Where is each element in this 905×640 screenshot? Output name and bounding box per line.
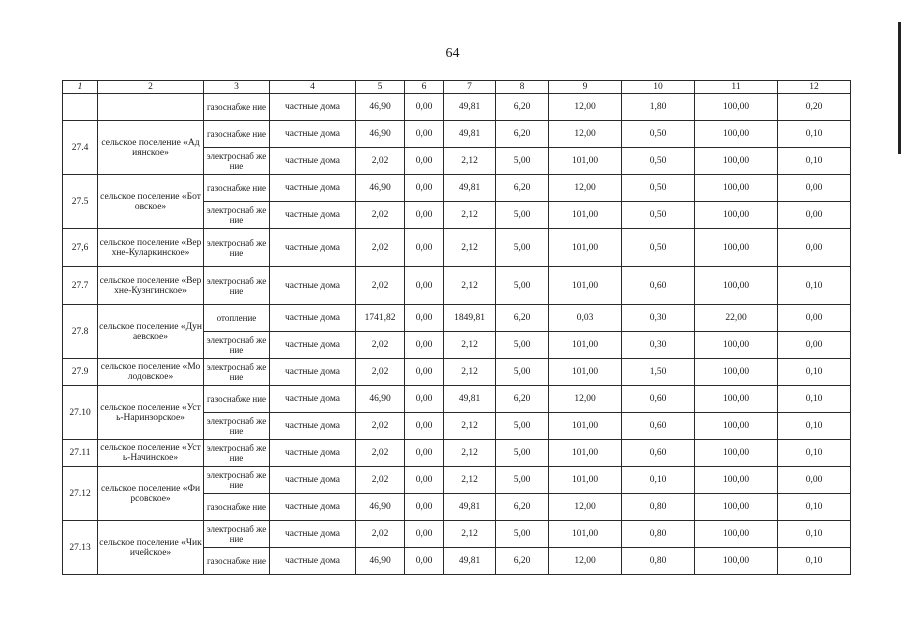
- value-col9-cell: 12,00: [549, 121, 622, 148]
- value-col11-cell: 100,00: [695, 359, 778, 386]
- value-col9-cell: 101,00: [549, 521, 622, 548]
- value-col7-cell: 2,12: [444, 440, 496, 467]
- value-col10-cell: 0,50: [622, 229, 695, 267]
- value-col8-cell: 6,20: [496, 94, 549, 121]
- consumer-cell: частные дома: [270, 359, 356, 386]
- table-row: [63, 467, 851, 494]
- resource-cell: газоснабже ние: [204, 94, 270, 121]
- value-col11-cell: 100,00: [695, 386, 778, 413]
- value-col9-cell: 101,00: [549, 467, 622, 494]
- value-col10-cell: 0,50: [622, 202, 695, 229]
- value-col8-cell: 5,00: [496, 359, 549, 386]
- value-col9-cell: 101,00: [549, 359, 622, 386]
- resource-cell: газоснабже ние: [204, 121, 270, 148]
- value-col10-cell: 1,50: [622, 359, 695, 386]
- value-col12-cell: 0,00: [778, 229, 851, 267]
- column-number-header: 2: [98, 81, 204, 94]
- value-col9-cell: 101,00: [549, 332, 622, 359]
- column-number-header: 1: [63, 81, 98, 94]
- value-col8-cell: 5,00: [496, 521, 549, 548]
- value-col5-cell: 2,02: [356, 229, 405, 267]
- value-col7-cell: 2,12: [444, 267, 496, 305]
- value-col5-cell: 2,02: [356, 148, 405, 175]
- value-col8-cell: 5,00: [496, 202, 549, 229]
- consumer-cell: частные дома: [270, 267, 356, 305]
- value-col9-cell: 0,03: [549, 305, 622, 332]
- settlement-cell: сельское поселение «Чикичейское»: [98, 521, 204, 575]
- column-number-header: 7: [444, 81, 496, 94]
- value-col6-cell: 0,00: [405, 267, 444, 305]
- value-col8-cell: 5,00: [496, 229, 549, 267]
- value-col6-cell: 0,00: [405, 494, 444, 521]
- value-col12-cell: 0,10: [778, 386, 851, 413]
- value-col7-cell: 2,12: [444, 467, 496, 494]
- value-col11-cell: 100,00: [695, 494, 778, 521]
- value-col11-cell: 22,00: [695, 305, 778, 332]
- value-col6-cell: 0,00: [405, 440, 444, 467]
- value-col12-cell: 0,10: [778, 440, 851, 467]
- value-col5-cell: 46,90: [356, 175, 405, 202]
- item-number-cell: 27,6: [63, 229, 98, 267]
- consumer-cell: частные дома: [270, 202, 356, 229]
- value-col8-cell: 5,00: [496, 413, 549, 440]
- consumer-cell: частные дома: [270, 413, 356, 440]
- value-col7-cell: 2,12: [444, 359, 496, 386]
- value-col8-cell: 5,00: [496, 267, 549, 305]
- settlement-cell: сельское поселение «Усть-Наринзорское»: [98, 386, 204, 440]
- consumer-cell: частные дома: [270, 175, 356, 202]
- value-col5-cell: 2,02: [356, 359, 405, 386]
- value-col7-cell: 49,81: [444, 94, 496, 121]
- value-col10-cell: 0,10: [622, 467, 695, 494]
- table-row: [63, 267, 851, 305]
- resource-cell: электроснаб жение: [204, 413, 270, 440]
- item-number-cell: 27.8: [63, 305, 98, 359]
- value-col7-cell: 1849,81: [444, 305, 496, 332]
- value-col6-cell: 0,00: [405, 548, 444, 575]
- value-col6-cell: 0,00: [405, 175, 444, 202]
- value-col8-cell: 6,20: [496, 548, 549, 575]
- consumer-cell: частные дома: [270, 467, 356, 494]
- table-header-row: [63, 81, 851, 94]
- resource-cell: электроснаб жение: [204, 267, 270, 305]
- item-number-cell: 27.13: [63, 521, 98, 575]
- item-number-cell: 27.10: [63, 386, 98, 440]
- consumer-cell: частные дома: [270, 494, 356, 521]
- column-number-header: 9: [549, 81, 622, 94]
- value-col9-cell: 12,00: [549, 175, 622, 202]
- settlement-cell: сельское поселение «Ботовское»: [98, 175, 204, 229]
- resource-cell: газоснабже ние: [204, 386, 270, 413]
- value-col5-cell: 2,02: [356, 267, 405, 305]
- value-col6-cell: 0,00: [405, 148, 444, 175]
- settlement-cell: сельское поселение «Адиянское»: [98, 121, 204, 175]
- resource-cell: электроснаб жение: [204, 229, 270, 267]
- value-col5-cell: 46,90: [356, 494, 405, 521]
- resource-cell: газоснабже ние: [204, 175, 270, 202]
- value-col12-cell: 0,00: [778, 332, 851, 359]
- value-col5-cell: 46,90: [356, 94, 405, 121]
- value-col12-cell: 0,10: [778, 413, 851, 440]
- value-col6-cell: 0,00: [405, 229, 444, 267]
- table-row: [63, 521, 851, 548]
- value-col10-cell: 0,30: [622, 332, 695, 359]
- table-row: [63, 386, 851, 413]
- item-number-cell: 27.12: [63, 467, 98, 521]
- column-number-header: 4: [270, 81, 356, 94]
- value-col6-cell: 0,00: [405, 467, 444, 494]
- value-col7-cell: 2,12: [444, 413, 496, 440]
- value-col6-cell: 0,00: [405, 305, 444, 332]
- resource-cell: электроснаб жение: [204, 467, 270, 494]
- value-col9-cell: 12,00: [549, 94, 622, 121]
- value-col12-cell: 0,10: [778, 494, 851, 521]
- table-row: [63, 440, 851, 467]
- value-col10-cell: 0,60: [622, 386, 695, 413]
- value-col8-cell: 5,00: [496, 467, 549, 494]
- page-edge-mark: [898, 22, 901, 154]
- consumer-cell: частные дома: [270, 548, 356, 575]
- settlement-cell: сельское поселение «Верхне-Куларкинское»: [98, 229, 204, 267]
- column-number-header: 8: [496, 81, 549, 94]
- item-number-cell: 27.7: [63, 267, 98, 305]
- table-row: [63, 305, 851, 332]
- consumer-cell: частные дома: [270, 521, 356, 548]
- value-col12-cell: 0,00: [778, 175, 851, 202]
- settlement-cell: сельское поселение «Молодовское»: [98, 359, 204, 386]
- value-col11-cell: 100,00: [695, 548, 778, 575]
- resource-cell: электроснаб жение: [204, 440, 270, 467]
- value-col10-cell: 0,50: [622, 121, 695, 148]
- table-row: [63, 175, 851, 202]
- value-col10-cell: 0,60: [622, 440, 695, 467]
- value-col8-cell: 5,00: [496, 332, 549, 359]
- value-col11-cell: 100,00: [695, 229, 778, 267]
- value-col8-cell: 6,20: [496, 305, 549, 332]
- table-row: [63, 94, 851, 121]
- table-row: [63, 121, 851, 148]
- value-col9-cell: 12,00: [549, 386, 622, 413]
- value-col9-cell: 101,00: [549, 229, 622, 267]
- settlement-cell: сельское поселение «Фирсовское»: [98, 467, 204, 521]
- value-col11-cell: 100,00: [695, 175, 778, 202]
- value-col10-cell: 0,50: [622, 148, 695, 175]
- value-col8-cell: 6,20: [496, 121, 549, 148]
- item-number-cell: [63, 94, 98, 121]
- value-col7-cell: 49,81: [444, 494, 496, 521]
- value-col5-cell: 2,02: [356, 467, 405, 494]
- value-col10-cell: 0,60: [622, 267, 695, 305]
- value-col7-cell: 2,12: [444, 148, 496, 175]
- value-col8-cell: 6,20: [496, 175, 549, 202]
- value-col5-cell: 46,90: [356, 121, 405, 148]
- column-number-header: 12: [778, 81, 851, 94]
- value-col11-cell: 100,00: [695, 467, 778, 494]
- consumer-cell: частные дома: [270, 229, 356, 267]
- value-col9-cell: 12,00: [549, 548, 622, 575]
- value-col10-cell: 1,80: [622, 94, 695, 121]
- page-number: 64: [445, 46, 460, 61]
- value-col7-cell: 49,81: [444, 175, 496, 202]
- consumer-cell: частные дома: [270, 386, 356, 413]
- tariff-table: [62, 80, 851, 575]
- consumer-cell: частные дома: [270, 332, 356, 359]
- value-col10-cell: 0,30: [622, 305, 695, 332]
- resource-cell: электроснаб жение: [204, 332, 270, 359]
- value-col11-cell: 100,00: [695, 121, 778, 148]
- value-col12-cell: 0,10: [778, 359, 851, 386]
- value-col5-cell: 2,02: [356, 440, 405, 467]
- value-col6-cell: 0,00: [405, 121, 444, 148]
- column-number-header: 5: [356, 81, 405, 94]
- value-col9-cell: 101,00: [549, 267, 622, 305]
- column-number-header: 6: [405, 81, 444, 94]
- value-col12-cell: 0,10: [778, 548, 851, 575]
- value-col5-cell: 46,90: [356, 548, 405, 575]
- value-col9-cell: 101,00: [549, 202, 622, 229]
- value-col5-cell: 2,02: [356, 202, 405, 229]
- item-number-cell: 27.9: [63, 359, 98, 386]
- value-col10-cell: 0,80: [622, 521, 695, 548]
- value-col9-cell: 12,00: [549, 494, 622, 521]
- settlement-cell: сельское поселение «Усть-Начинское»: [98, 440, 204, 467]
- value-col6-cell: 0,00: [405, 386, 444, 413]
- consumer-cell: частные дома: [270, 121, 356, 148]
- value-col8-cell: 5,00: [496, 148, 549, 175]
- value-col11-cell: 100,00: [695, 332, 778, 359]
- resource-cell: электроснаб жение: [204, 521, 270, 548]
- value-col6-cell: 0,00: [405, 413, 444, 440]
- value-col9-cell: 101,00: [549, 440, 622, 467]
- value-col12-cell: 0,10: [778, 267, 851, 305]
- resource-cell: газоснабже ние: [204, 494, 270, 521]
- value-col10-cell: 0,80: [622, 494, 695, 521]
- value-col11-cell: 100,00: [695, 413, 778, 440]
- consumer-cell: частные дома: [270, 440, 356, 467]
- value-col9-cell: 101,00: [549, 413, 622, 440]
- value-col7-cell: 49,81: [444, 121, 496, 148]
- column-number-header: 11: [695, 81, 778, 94]
- value-col11-cell: 100,00: [695, 202, 778, 229]
- value-col7-cell: 49,81: [444, 548, 496, 575]
- settlement-cell: [98, 94, 204, 121]
- resource-cell: электроснаб жение: [204, 148, 270, 175]
- value-col12-cell: 0,00: [778, 202, 851, 229]
- item-number-cell: 27.11: [63, 440, 98, 467]
- value-col7-cell: 49,81: [444, 386, 496, 413]
- value-col11-cell: 100,00: [695, 267, 778, 305]
- value-col6-cell: 0,00: [405, 202, 444, 229]
- value-col9-cell: 101,00: [549, 148, 622, 175]
- value-col12-cell: 0,10: [778, 521, 851, 548]
- consumer-cell: частные дома: [270, 94, 356, 121]
- value-col5-cell: 2,02: [356, 413, 405, 440]
- value-col12-cell: 0,10: [778, 148, 851, 175]
- value-col12-cell: 0,00: [778, 467, 851, 494]
- value-col10-cell: 0,60: [622, 413, 695, 440]
- table-row: [63, 359, 851, 386]
- value-col10-cell: 0,80: [622, 548, 695, 575]
- value-col5-cell: 2,02: [356, 521, 405, 548]
- value-col12-cell: 0,10: [778, 121, 851, 148]
- settlement-cell: сельское поселение «Дунаевское»: [98, 305, 204, 359]
- value-col8-cell: 6,20: [496, 494, 549, 521]
- resource-cell: электроснаб жение: [204, 359, 270, 386]
- value-col7-cell: 2,12: [444, 229, 496, 267]
- value-col12-cell: 0,20: [778, 94, 851, 121]
- value-col5-cell: 46,90: [356, 386, 405, 413]
- resource-cell: отопление: [204, 305, 270, 332]
- value-col8-cell: 5,00: [496, 440, 549, 467]
- value-col12-cell: 0,00: [778, 305, 851, 332]
- consumer-cell: частные дома: [270, 305, 356, 332]
- table-row: [63, 229, 851, 267]
- value-col11-cell: 100,00: [695, 148, 778, 175]
- value-col10-cell: 0,50: [622, 175, 695, 202]
- value-col6-cell: 0,00: [405, 521, 444, 548]
- value-col6-cell: 0,00: [405, 359, 444, 386]
- item-number-cell: 27.4: [63, 121, 98, 175]
- value-col11-cell: 100,00: [695, 94, 778, 121]
- value-col11-cell: 100,00: [695, 521, 778, 548]
- value-col7-cell: 2,12: [444, 332, 496, 359]
- item-number-cell: 27.5: [63, 175, 98, 229]
- consumer-cell: частные дома: [270, 148, 356, 175]
- value-col11-cell: 100,00: [695, 440, 778, 467]
- value-col6-cell: 0,00: [405, 94, 444, 121]
- value-col7-cell: 2,12: [444, 202, 496, 229]
- value-col7-cell: 2,12: [444, 521, 496, 548]
- value-col8-cell: 6,20: [496, 386, 549, 413]
- resource-cell: газоснабже ние: [204, 548, 270, 575]
- value-col5-cell: 1741,82: [356, 305, 405, 332]
- settlement-cell: сельское поселение «Верхне-Кузнгинское»: [98, 267, 204, 305]
- resource-cell: электроснаб жение: [204, 202, 270, 229]
- value-col6-cell: 0,00: [405, 332, 444, 359]
- value-col5-cell: 2,02: [356, 332, 405, 359]
- column-number-header: 10: [622, 81, 695, 94]
- column-number-header: 3: [204, 81, 270, 94]
